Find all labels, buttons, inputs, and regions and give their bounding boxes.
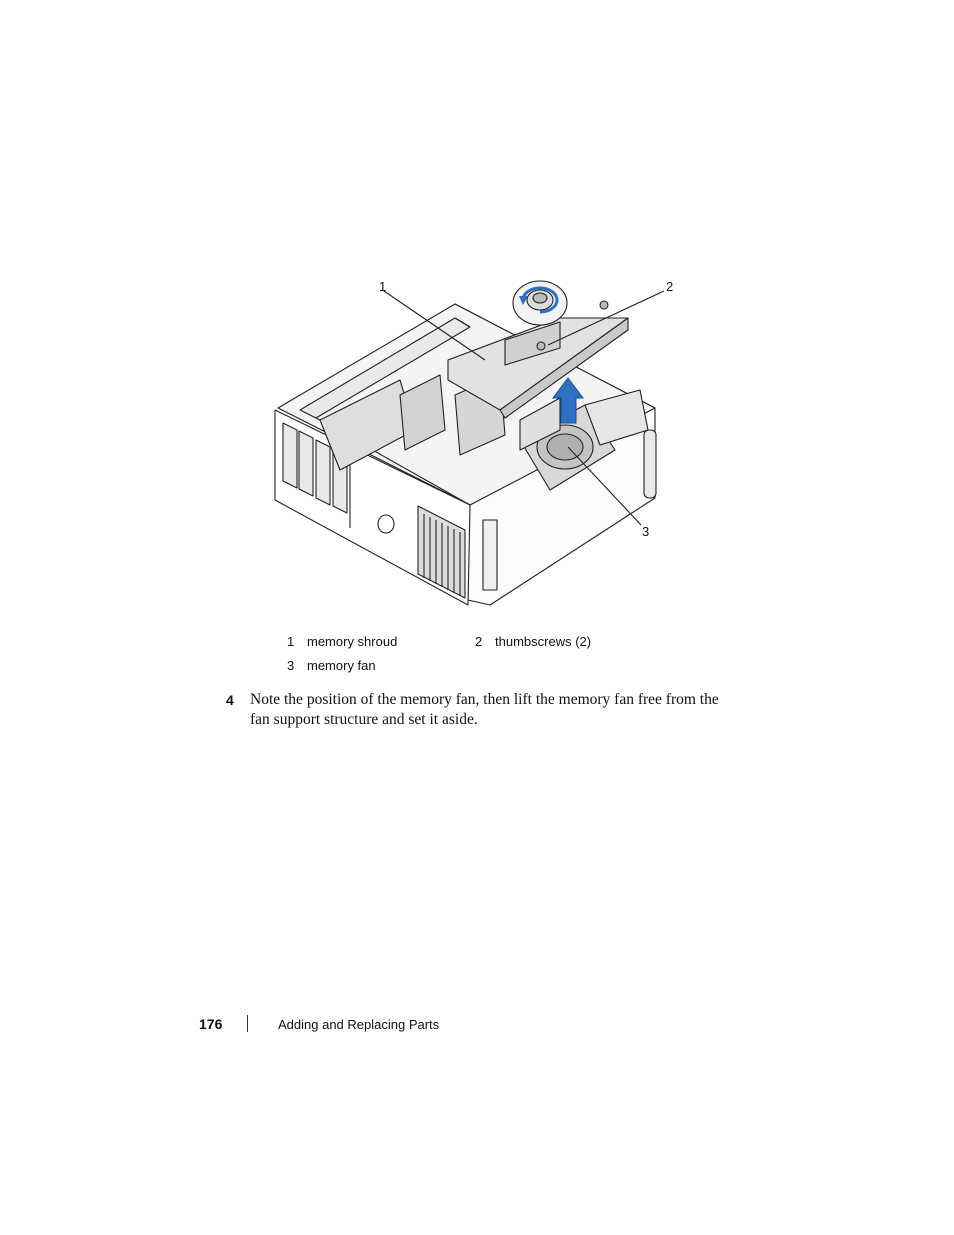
legend-number: 3 xyxy=(287,658,295,673)
callout-1: 1 xyxy=(379,279,387,294)
page-number: 176 xyxy=(199,1016,223,1032)
callout-2: 2 xyxy=(666,279,674,294)
legend-label: memory fan xyxy=(307,658,376,673)
footer-divider xyxy=(247,1015,248,1032)
legend-item xyxy=(475,634,591,649)
step-text: Note the position of the memory fan, then lift the memory fan free from the fan support structure and set it aside. xyxy=(250,691,719,728)
legend-item xyxy=(287,634,397,649)
legend-number: 1 xyxy=(287,634,295,649)
legend-number: 2 xyxy=(475,634,483,649)
legend-item xyxy=(287,658,376,673)
legend-label: memory shroud xyxy=(307,634,398,649)
footer-section-title: Adding and Replacing Parts xyxy=(278,1017,440,1032)
legend-label: thumbscrews (2) xyxy=(495,634,592,649)
step-number: 4 xyxy=(226,692,234,708)
callout-3: 3 xyxy=(642,524,650,539)
